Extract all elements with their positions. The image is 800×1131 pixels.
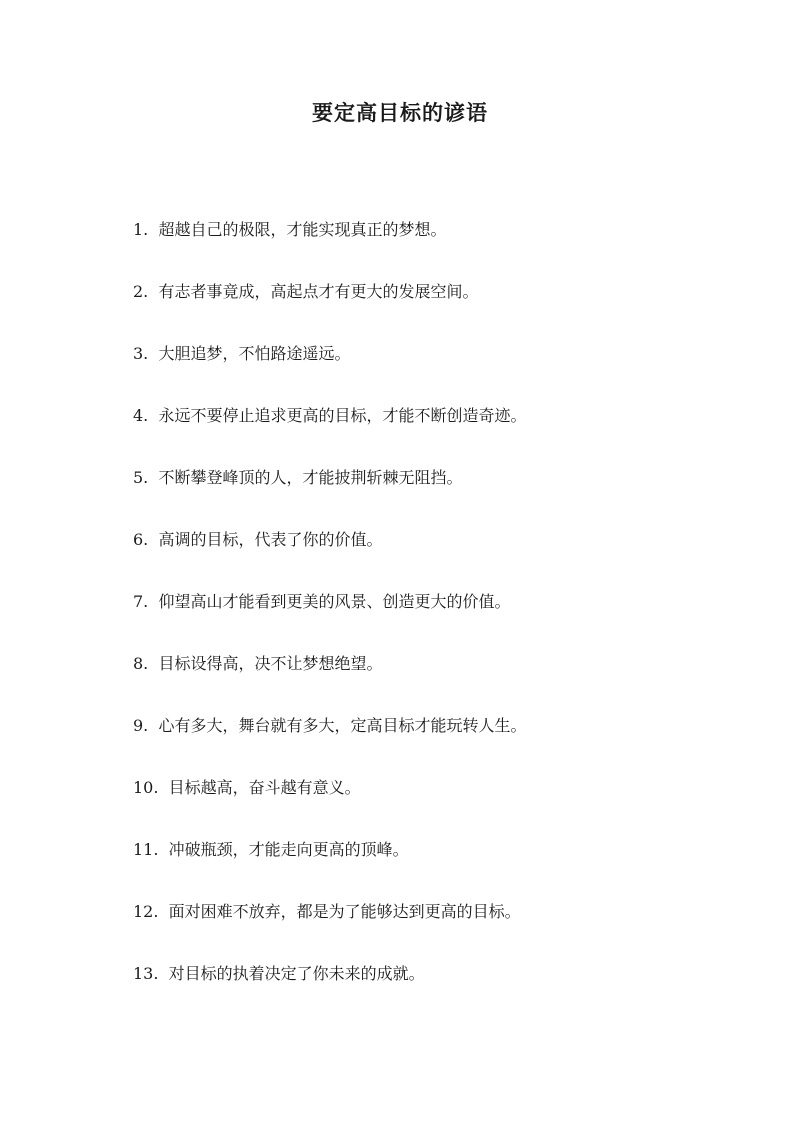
list-item [133, 714, 753, 776]
item-number: 7. [133, 592, 149, 611]
item-text: 大胆追梦，不怕路途遥远。 [158, 344, 351, 363]
item-text: 超越自己的极限，才能实现真正的梦想。 [158, 220, 447, 239]
list-item [133, 962, 753, 1024]
list-item [133, 838, 753, 900]
item-text: 目标越高，奋斗越有意义。 [168, 778, 361, 797]
item-number: 4. [133, 406, 149, 425]
item-text: 永远不要停止追求更高的目标，才能不断创造奇迹。 [158, 406, 527, 425]
list-item [133, 900, 753, 962]
list-item [133, 652, 753, 714]
list-item [133, 404, 753, 466]
item-number: 6. [133, 530, 149, 549]
item-text: 冲破瓶颈，才能走向更高的顶峰。 [168, 840, 409, 859]
item-number: 12. [133, 902, 159, 921]
item-number: 13. [133, 964, 159, 983]
item-text: 心有多大，舞台就有多大，定高目标才能玩转人生。 [158, 716, 527, 735]
document-title: 要定高目标的谚语 [312, 100, 488, 125]
item-text: 不断攀登峰顶的人，才能披荆斩棘无阻挡。 [158, 468, 463, 487]
list-item [133, 776, 753, 838]
item-text: 高调的目标，代表了你的价值。 [158, 530, 383, 549]
list-item [133, 218, 753, 280]
item-number: 11. [133, 840, 159, 859]
item-text: 有志者事竟成，高起点才有更大的发展空间。 [158, 282, 479, 301]
item-number: 1. [133, 220, 149, 239]
item-number: 10. [133, 778, 159, 797]
list-item [133, 280, 753, 342]
item-number: 8. [133, 654, 149, 673]
item-text: 面对困难不放弃，都是为了能够达到更高的目标。 [168, 902, 521, 921]
list-item [133, 466, 753, 528]
item-number: 9. [133, 716, 149, 735]
item-number: 2. [133, 282, 149, 301]
item-text: 对目标的执着决定了你未来的成就。 [168, 964, 425, 983]
list-item [133, 590, 753, 652]
list-item [133, 342, 753, 404]
proverb-list [133, 218, 753, 1024]
item-text: 目标设得高，决不让梦想绝望。 [158, 654, 383, 673]
item-number: 3. [133, 344, 149, 363]
item-text: 仰望高山才能看到更美的风景、创造更大的价值。 [158, 592, 511, 611]
item-number: 5. [133, 468, 149, 487]
list-item [133, 528, 753, 590]
